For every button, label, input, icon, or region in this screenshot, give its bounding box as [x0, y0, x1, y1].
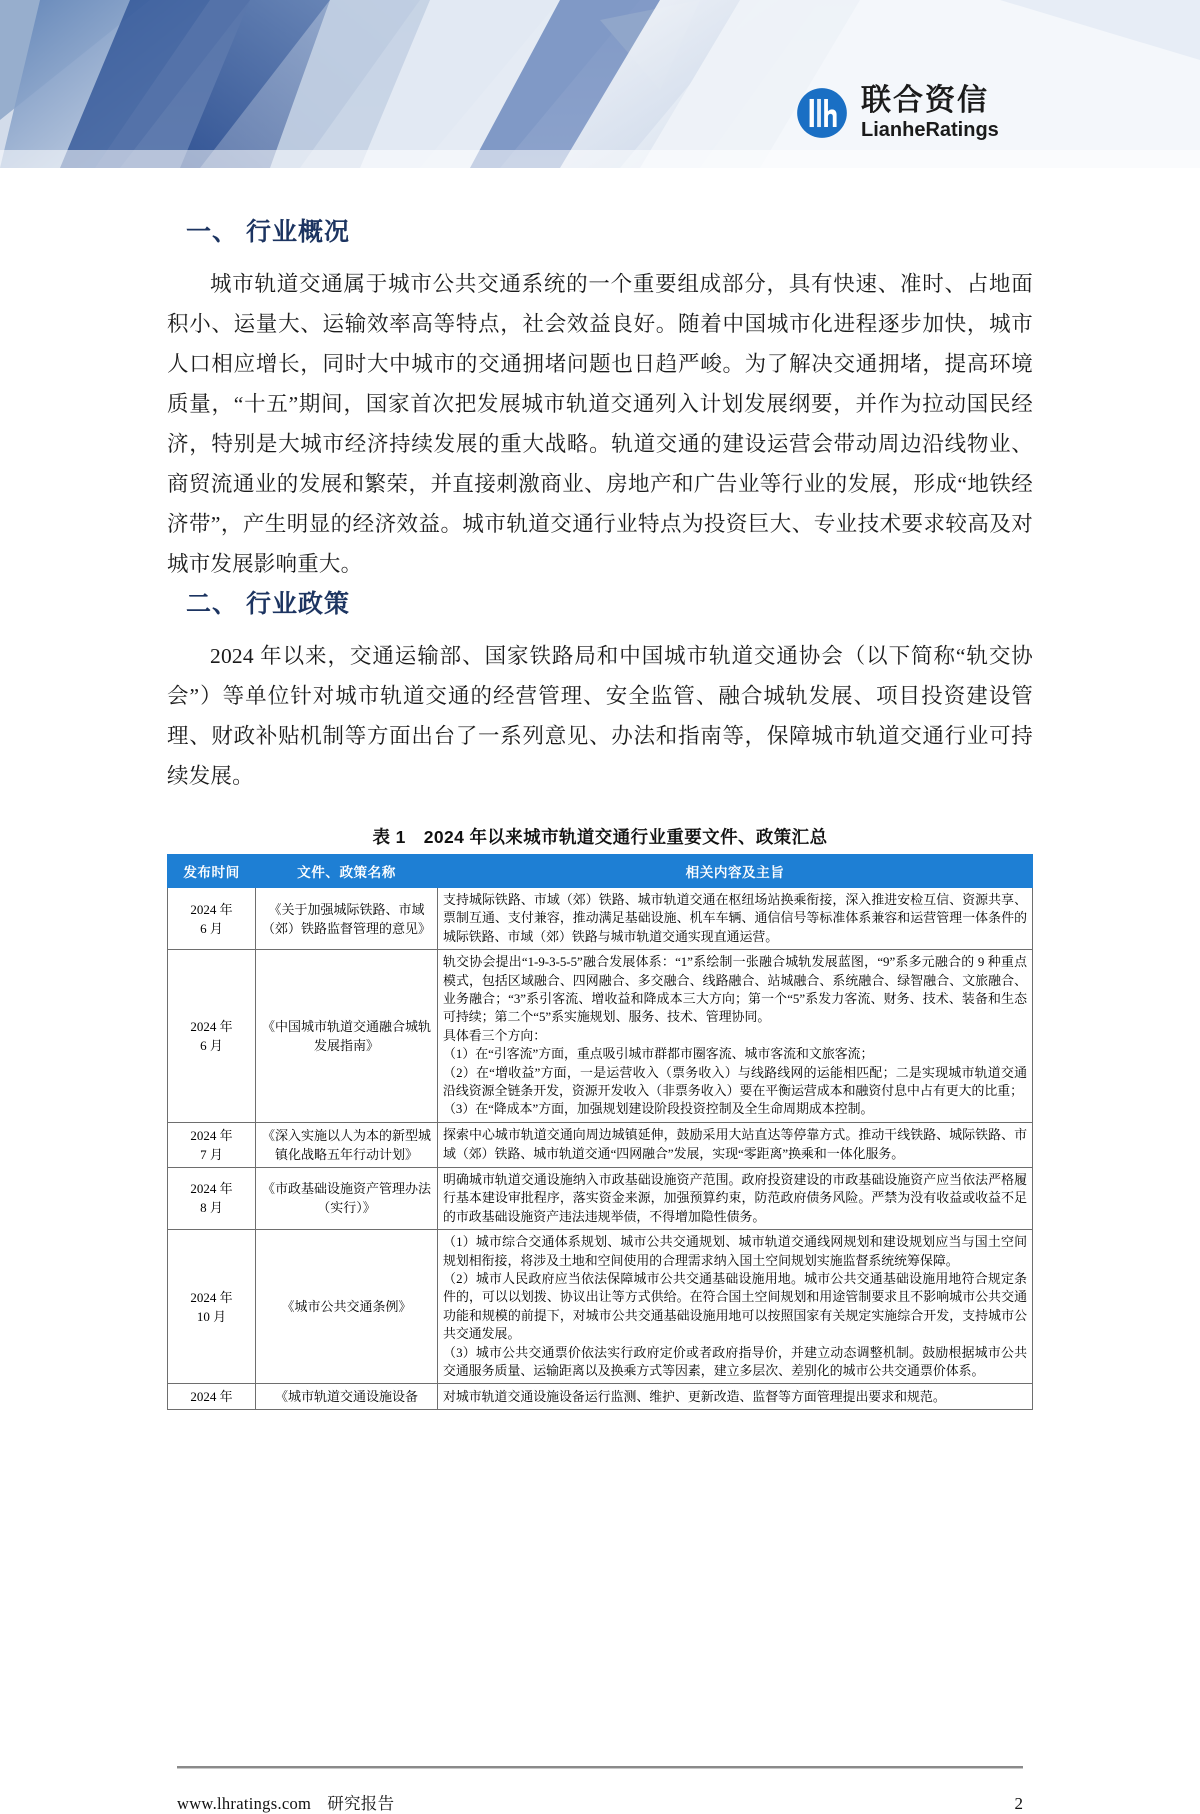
footer-page-number: 2 — [1014, 1794, 1023, 1813]
section-heading-industry-policy: 二、 行业政策 — [186, 590, 350, 618]
footer-left-group — [177, 1790, 394, 1814]
brand-name-en: LianheRatings — [861, 119, 999, 141]
column-header-date: 发布时间 — [168, 855, 256, 888]
cell-publish-date: 2024 年 10 月 — [168, 1230, 256, 1384]
column-header-name: 文件、政策名称 — [256, 855, 438, 888]
column-header-content: 相关内容及主旨 — [438, 855, 1033, 888]
document-page — [0, 168, 1200, 1813]
table-row — [168, 888, 1033, 950]
page-footer — [177, 1790, 1023, 1814]
cell-content-summary: 轨交协会提出“1-9-3-5-5”融合发展体系：“1”系绘制一张融合城轨发展蓝图，“9”系多元融合的 9 种重点模式，包括区域融合、四网融合、多交融合、线路融合、站城融合、系统融合、绿智融合、文旅融合、业务融合；“3”系引客流、增收益和降成本三大方向；第一个“5”系发力客流、财务、技术、装备和生态可持续；第二个“5”系实施规划、服务、技术、管理协同。 具体看三个方向： （1）在“引客流”方面，重点吸引城市群都市圈客流、城市客流和文旅客流； （2）在“增收益”方面，一是运营收入（票务收入）与线路线网的运能相匹配；二是实现城市轨道交通沿线资源全链条开发，资源开发收入（非票务收入）要在平衡运营成本和融资付息中占有更大的比重； （3）在“降成本”方面，加强规划建设阶段投资控制及全生命周期成本控制。 — [438, 950, 1033, 1123]
page-content — [167, 168, 1033, 1410]
brand-logo — [795, 86, 999, 140]
cell-document-name: 《中国城市轨道交通融合城轨发展指南》 — [256, 950, 438, 1123]
cell-document-name: 《城市公共交通条例》 — [256, 1230, 438, 1384]
cell-publish-date: 2024 年 6 月 — [168, 950, 256, 1123]
table-row — [168, 1167, 1033, 1229]
brand-name-cn: 联合资信 — [861, 84, 989, 117]
policy-summary-table — [167, 854, 1033, 1410]
cell-document-name: 《城市轨道交通设施设备 — [256, 1384, 438, 1410]
cell-content-summary: 对城市轨道交通设施设备运行监测、维护、更新改造、监督等方面管理提出要求和规范。 — [438, 1384, 1033, 1410]
table-row — [168, 1384, 1033, 1410]
table-row — [168, 1230, 1033, 1384]
cell-content-summary: （1）城市综合交通体系规划、城市公共交通规划、城市轨道交通线网规划和建设规划应当与国土空间规划相衔接，将涉及土地和空间使用的合理需求纳入国土空间规划实施监督系统统筹保障。 （2）城市人民政府应当依法保障城市公共交通基础设施用地。城市公共交通基础设施用地符合规定条件的，可以以划拨、协议出让等方式供给。在符合国土空间规划和用途管制要求且不影响城市公共交通功能和规模的前提下，对城市公共交通基础设施用地可以按照国家有关规定实施综合开发，支持城市公共交通发展。 （3）城市公共交通票价依法实行政府定价或者政府指导价，并建立动态调整机制。鼓励根据城市公共交通服务质量、运输距离以及换乘方式等因素，建立多层次、差别化的城市公共交通票价体系。 — [438, 1230, 1033, 1384]
cell-publish-date: 2024 年 7 月 — [168, 1122, 256, 1167]
table-caption: 表 1 2024 年以来城市轨道交通行业重要文件、政策汇总 — [372, 827, 828, 847]
table-row — [168, 1122, 1033, 1167]
banner-decorative-graphic — [0, 0, 1200, 168]
cell-document-name: 《深入实施以人为本的新型城镇化战略五年行动计划》 — [256, 1122, 438, 1167]
cell-document-name: 《关于加强城际铁路、市域（郊）铁路监督管理的意见》 — [256, 888, 438, 950]
footer-divider — [177, 1766, 1023, 1769]
section-heading-industry-overview: 一、 行业概况 — [186, 218, 350, 246]
footer-report-label: 研究报告 — [327, 1794, 395, 1813]
section-paragraph-industry-overview: 城市轨道交通属于城市公共交通系统的一个重要组成部分，具有快速、准时、占地面积小、运量大、运输效率高等特点，社会效益良好。随着中国城市化进程逐步加快，城市人口相应增长，同时大中城市的交通拥堵问题也日趋严峻。为了解决交通拥堵，提高环境质量，“十五”期间，国家首次把发展城市轨道交通列入计划发展纲要，并作为拉动国民经济，特别是大城市经济持续发展的重大战略。轨道交通的建设运营会带动周边沿线物业、商贸流通业的发展和繁荣，并直接刺激商业、房地产和广告业等行业的发展，形成“地铁经济带”，产生明显的经济效益。城市轨道交通行业特点为投资巨大、专业技术要求较高及对城市发展影响重大。 — [167, 272, 1033, 576]
cell-publish-date: 2024 年 — [168, 1384, 256, 1410]
page-header-banner — [0, 0, 1200, 168]
section-paragraph-industry-policy: 2024 年以来，交通运输部、国家铁路局和中国城市轨道交通协会（以下简称“轨交协会”）等单位针对城市轨道交通的经营管理、安全监管、融合城轨发展、项目投资建设管理、财政补贴机制等方面出台了一系列意见、办法和指南等，保障城市轨道交通行业可持续发展。 — [167, 644, 1033, 788]
cell-content-summary: 明确城市轨道交通设施纳入市政基础设施资产范围。政府投资建设的市政基础设施资产应当依法严格履行基本建设审批程序，落实资金来源，加强预算约束，防范政府债务风险。严禁为没有收益或收益不足的市政基础设施资产违法违规举债，不得增加隐性债务。 — [438, 1167, 1033, 1229]
cell-document-name: 《市政基础设施资产管理办法（实行）》 — [256, 1167, 438, 1229]
cell-content-summary: 探索中心城市轨道交通向周边城镇延伸，鼓励采用大站直达等停靠方式。推动干线铁路、城际铁路、市域（郊）铁路、城市轨道交通“四网融合”发展，实现“零距离”换乘和一体化服务。 — [438, 1122, 1033, 1167]
lianhe-circle-logo-icon — [795, 86, 849, 140]
footer-website-url: www.lhratings.com — [177, 1794, 312, 1813]
table-row — [168, 950, 1033, 1123]
table-header-row — [168, 855, 1033, 888]
cell-content-summary: 支持城际铁路、市域（郊）铁路、城市轨道交通在枢纽场站换乘衔接，深入推进安检互信、资源共享、票制互通、支付兼容，推动满足基础设施、机车车辆、通信信号等标准体系兼容和运营管理一体条件的城际铁路、市域（郊）铁路与城市轨道交通实现直通运营。 — [438, 888, 1033, 950]
cell-publish-date: 2024 年 6 月 — [168, 888, 256, 950]
table-body — [168, 888, 1033, 1410]
cell-publish-date: 2024 年 8 月 — [168, 1167, 256, 1229]
